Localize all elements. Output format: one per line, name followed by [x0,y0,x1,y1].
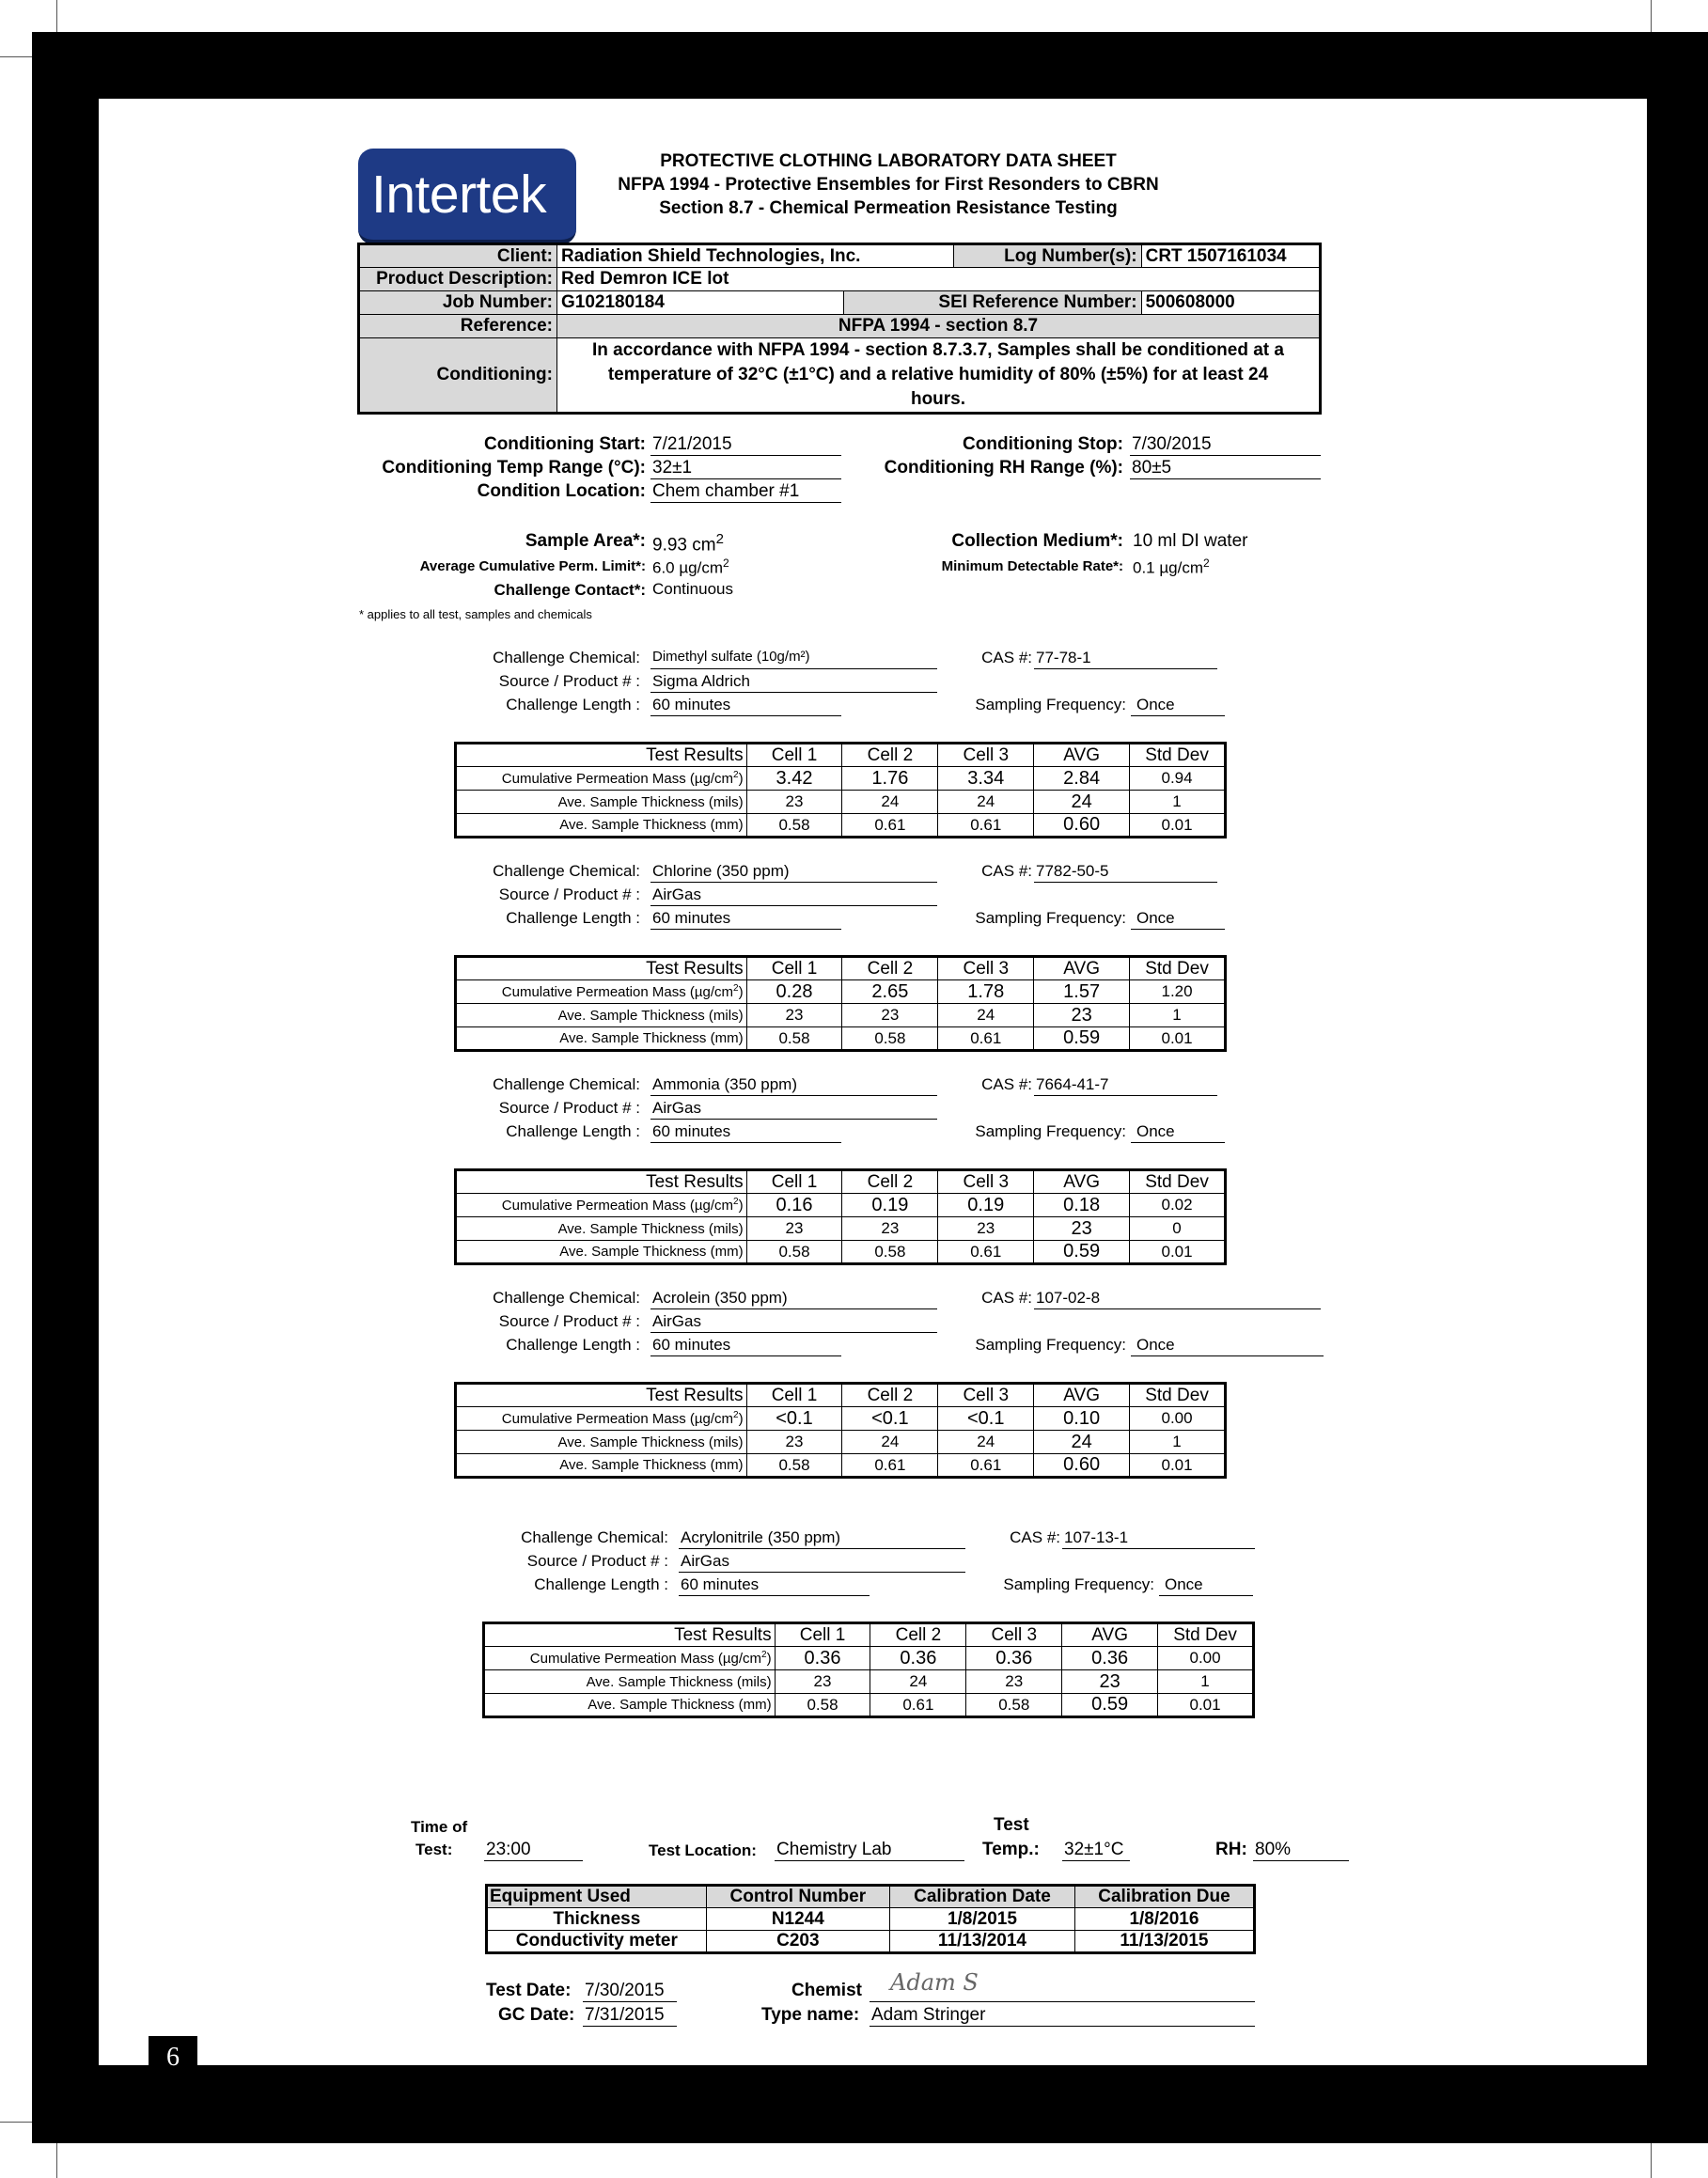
footnote: * applies to all test, samples and chemicals [359,607,592,621]
result-cell: 0.16 [746,1194,842,1217]
sampling-frequency-label: Sampling Frequency: [975,1336,1126,1354]
result-cell: <0.1 [746,1407,842,1431]
result-cell: 0.58 [966,1694,1062,1717]
equipment-header: Control Number [706,1886,889,1908]
table-row [456,1407,1226,1431]
row-label-end: ) [738,984,744,1000]
result-cell: 0.00 [1130,1407,1226,1431]
result-cell: 23 [746,1004,842,1027]
test-results-header: Test Results [456,1384,747,1407]
row-label: Ave. Sample Thickness (mils) [456,1004,747,1027]
result-cell: 23 [1062,1670,1158,1694]
type-name-label: Type name: [761,2005,860,2025]
challenge-chemical-value: Ammonia (350 ppm) [650,1075,937,1096]
conditioning-start-value: 7/21/2015 [650,434,841,456]
challenge-length-label: Challenge Length : [506,909,640,927]
table-row [484,1670,1254,1694]
test-results-table [482,1622,1255,1718]
column-header: Std Dev [1130,957,1226,980]
result-cell: 24 [1034,1431,1130,1454]
sampling-frequency-value: Once [1131,696,1225,716]
column-header: Cell 2 [842,957,938,980]
result-cell: 0.01 [1130,814,1226,838]
equipment-header: Equipment Used [487,1886,707,1908]
cas-label: CAS #: [981,1075,1032,1093]
sei-label: SEI Reference Number: [844,291,1142,315]
test-results-table [454,1382,1227,1479]
result-cell: 1.76 [842,767,938,791]
time-label-line: Time of [411,1818,468,1836]
result-cell: 0.36 [775,1647,870,1670]
cas-value: 107-02-8 [1034,1289,1321,1309]
result-cell: 0.01 [1130,1241,1226,1264]
source-label: Source / Product # : [498,885,640,903]
time-of-test-label-2: Test: [415,1841,453,1858]
row-label: Ave. Sample Thickness (mm) [456,1027,747,1051]
cas-value: 7664-41-7 [1034,1075,1217,1096]
result-cell: 24 [938,1004,1034,1027]
equipment-cell: 11/13/2014 [890,1931,1075,1953]
chemist-label: Chemist [791,1981,862,2000]
table-row [456,1431,1226,1454]
table-row [456,791,1226,814]
test-date-label: Test Date: [486,1981,572,2000]
gc-date-value: 7/31/2015 [583,2005,677,2027]
result-cell: 1 [1158,1670,1254,1694]
column-header: AVG [1034,1170,1130,1194]
result-cell: <0.1 [842,1407,938,1431]
chemist-signature-line [870,1969,1255,2002]
table-row [484,1694,1254,1717]
challenge-length-value: 60 minutes [650,1336,841,1356]
result-cell: 23 [938,1217,1034,1241]
result-cell: 0.58 [746,1454,842,1478]
result-cell: 24 [842,1431,938,1454]
sei-value: 500608000 [1141,291,1320,315]
result-cell: 0.61 [842,1454,938,1478]
challenge-chemical-value: Dimethyl sulfate (10g/m²) [650,649,937,669]
test-temp-value: 32±1°C [1062,1840,1130,1861]
conditioning-start-label: Conditioning Start: [483,434,646,454]
source-label: Source / Product # : [526,1552,668,1570]
perm-limit-text: 6.0 µg/cm [652,558,723,577]
table-row [456,1217,1226,1241]
result-cell: 0.94 [1130,767,1226,791]
conditioning-label: Conditioning: [359,338,557,414]
conditioning-temp-label: Conditioning Temp Range (°C): [382,458,646,478]
row-label-sup: 2 [733,983,739,994]
equipment-cell: Thickness [487,1908,707,1931]
result-cell: 0.01 [1158,1694,1254,1717]
result-cell: 0.58 [775,1694,870,1717]
row-label-sup: 2 [733,1410,739,1420]
test-date-value: 7/30/2015 [583,1981,677,2002]
test-results-table [454,742,1227,838]
column-header: AVG [1034,1384,1130,1407]
test-results-header: Test Results [456,1170,747,1194]
gc-date-label: GC Date: [498,2005,575,2025]
result-cell: 24 [938,791,1034,814]
result-cell: 23 [842,1217,938,1241]
sampling-frequency-label: Sampling Frequency: [975,696,1126,713]
row-label-sup: 2 [733,770,739,780]
column-header: Cell 3 [938,957,1034,980]
result-cell: 0.59 [1034,1241,1130,1264]
result-cell: 0.58 [746,1241,842,1264]
challenge-length-value: 60 minutes [650,909,841,930]
challenge-length-value: 60 minutes [679,1575,870,1596]
column-header: Std Dev [1130,1170,1226,1194]
result-cell: 24 [938,1431,1034,1454]
column-header: Std Dev [1130,1384,1226,1407]
column-header: Cell 1 [746,1384,842,1407]
cas-value: 77-78-1 [1034,649,1217,669]
min-detect-rate-value [1133,556,1210,578]
min-detect-rate-label: Minimum Detectable Rate*: [941,558,1123,574]
result-cell: 23 [775,1670,870,1694]
result-cell: 0.60 [1034,1454,1130,1478]
table-row [456,1004,1226,1027]
equipment-table [485,1884,1256,1954]
result-cell: 0.19 [842,1194,938,1217]
test-location-value: Chemistry Lab [775,1840,964,1861]
row-label-text: Cumulative Permeation Mass (µg/cm [501,984,734,1000]
row-label: Ave. Sample Thickness (mils) [456,1431,747,1454]
cas-label: CAS #: [981,1289,1032,1307]
result-cell: 1 [1130,1431,1226,1454]
conditioning-temp-value: 32±1 [650,458,841,479]
min-detect-rate-text: 0.1 µg/cm [1133,558,1203,577]
conditioning-stop-value: 7/30/2015 [1130,434,1321,456]
test-location-label: Test Location: [649,1841,757,1859]
result-cell: 24 [842,791,938,814]
result-cell: <0.1 [938,1407,1034,1431]
conditioning-line: In accordance with NFPA 1994 - section 8.7.3.7, Samples shall be conditioned at a [592,340,1284,360]
result-cell: 23 [842,1004,938,1027]
column-header: Cell 3 [938,744,1034,767]
result-cell: 0.60 [1034,814,1130,838]
challenge-chemical-label: Challenge Chemical: [493,862,640,880]
cas-label: CAS #: [1010,1528,1060,1546]
challenge-chemical-value: Acrolein (350 ppm) [650,1289,937,1309]
log-value: CRT 1507161034 [1141,244,1320,268]
test-results-header: Test Results [484,1623,776,1647]
row-label-end: ) [738,1411,744,1427]
result-cell: 23 [746,1217,842,1241]
reference-label: Reference: [359,315,557,338]
result-cell: 0.02 [1130,1194,1226,1217]
sheet-standard: NFPA 1994 - Protective Ensembles for First Resonders to CBRN [618,175,1159,195]
result-cell: 23 [746,791,842,814]
table-row [456,1027,1226,1051]
result-cell: 0.61 [938,1454,1034,1478]
job-value: G102180184 [557,291,844,315]
equipment-cell: 1/8/2015 [890,1908,1075,1931]
job-label: Job Number: [359,291,557,315]
column-header: Cell 1 [746,957,842,980]
conditioning-rh-value: 80±5 [1130,458,1321,479]
result-cell: 0.28 [746,980,842,1004]
challenge-length-value: 60 minutes [650,1122,841,1143]
perm-limit-value [652,556,729,578]
row-label [456,1407,747,1431]
equipment-cell: Conductivity meter [487,1931,707,1953]
conditioning-line: hours. [910,389,966,409]
source-value: AirGas [650,885,937,906]
cas-value: 7782-50-5 [1034,862,1217,883]
time-of-test-label [411,1818,467,1837]
sheet-title: PROTECTIVE CLOTHING LABORATORY DATA SHEET [660,151,1117,171]
result-cell: 23 [746,1431,842,1454]
row-label-text: Cumulative Permeation Mass (µg/cm [501,1411,733,1427]
result-cell: 23 [966,1670,1062,1694]
challenge-length-label: Challenge Length : [506,1122,640,1140]
row-label [456,980,747,1004]
table-row [456,767,1226,791]
result-cell: 24 [870,1670,966,1694]
row-label: Ave. Sample Thickness (mils) [456,1217,747,1241]
result-cell: 0.19 [938,1194,1034,1217]
row-label: Ave. Sample Thickness (mm) [456,1241,747,1264]
result-cell: 0.58 [746,1027,842,1051]
cas-label: CAS #: [981,649,1032,666]
column-header: Cell 3 [966,1623,1062,1647]
cas-label: CAS #: [981,862,1032,880]
row-label-text: Cumulative Permeation Mass (µg/cm [529,1651,762,1667]
result-cell: 3.42 [746,767,842,791]
client-value: Radiation Shield Technologies, Inc. [557,244,954,268]
test-temp-label-2: Temp.: [982,1840,1040,1859]
source-label: Source / Product # : [498,672,640,690]
result-cell: 0.18 [1034,1194,1130,1217]
row-label: Ave. Sample Thickness (mils) [456,791,747,814]
sample-area-text: 9.93 cm [652,535,716,556]
result-cell: 2.65 [842,980,938,1004]
intertek-logo: Intertek [358,149,576,244]
column-header: Cell 2 [842,744,938,767]
column-header: Cell 1 [746,1170,842,1194]
result-cell: 0.58 [746,814,842,838]
perm-limit-label: Average Cumulative Perm. Limit*: [419,558,646,574]
column-header: Std Dev [1130,744,1226,767]
equipment-header: Calibration Date [890,1886,1075,1908]
test-rh-value: 80% [1253,1840,1349,1861]
log-label: Log Number(s): [953,244,1141,268]
row-label [456,1194,747,1217]
condition-location-label: Condition Location: [477,481,646,501]
column-header: Cell 2 [842,1384,938,1407]
row-label-end: ) [766,1651,772,1667]
sampling-frequency-value: Once [1159,1575,1253,1596]
column-header: Cell 1 [746,744,842,767]
challenge-contact-value: Continuous [652,580,734,598]
source-value: Sigma Aldrich [650,672,937,693]
result-cell: 0.01 [1130,1027,1226,1051]
table-row [456,1241,1226,1264]
row-label-sup: 2 [733,1197,739,1207]
sampling-frequency-label: Sampling Frequency: [975,909,1126,927]
sampling-frequency-label: Sampling Frequency: [1003,1575,1154,1593]
source-label: Source / Product # : [498,1099,640,1117]
source-value: AirGas [679,1552,965,1573]
column-header: AVG [1034,744,1130,767]
row-label-end: ) [738,1198,744,1214]
conditioning-text [557,338,1321,414]
column-header: Cell 2 [842,1170,938,1194]
row-label-text: Cumulative Permeation Mass (µg/cm [501,1198,734,1214]
table-row [456,980,1226,1004]
product-value: Red Demron ICE lot [557,268,1321,291]
sampling-frequency-value: Once [1131,1122,1225,1143]
column-header: AVG [1062,1623,1158,1647]
result-cell: 0.59 [1034,1027,1130,1051]
result-cell: 0.00 [1158,1647,1254,1670]
row-label: Ave. Sample Thickness (mm) [456,814,747,838]
sample-area-label: Sample Area*: [525,531,646,551]
conditioning-rh-label: Conditioning RH Range (%): [884,458,1123,478]
source-value: AirGas [650,1099,937,1120]
row-label [456,767,747,791]
sampling-frequency-value: Once [1131,909,1225,930]
test-results-table [454,955,1227,1052]
result-cell: 0 [1130,1217,1226,1241]
challenge-length-label: Challenge Length : [534,1575,668,1593]
result-cell: 0.58 [842,1241,938,1264]
table-row [456,814,1226,838]
product-label: Product Description: [359,268,557,291]
equipment-cell: 11/13/2015 [1074,1931,1254,1953]
result-cell: 3.34 [938,767,1034,791]
conditioning-stop-label: Conditioning Stop: [963,434,1123,454]
row-label: Ave. Sample Thickness (mils) [484,1670,776,1694]
column-header: Cell 3 [938,1170,1034,1194]
sampling-frequency-value: Once [1131,1336,1324,1356]
result-cell: 0.61 [842,814,938,838]
result-cell: 0.61 [938,1027,1034,1051]
result-cell: 0.58 [842,1027,938,1051]
result-cell: 1.78 [938,980,1034,1004]
sample-area-sup: 2 [715,531,724,547]
challenge-chemical-label: Challenge Chemical: [493,649,640,666]
sampling-frequency-label: Sampling Frequency: [975,1122,1126,1140]
test-rh-label: RH: [1215,1840,1247,1859]
table-row [456,1454,1226,1478]
result-cell: 0.59 [1062,1694,1158,1717]
challenge-contact-label: Challenge Contact*: [494,581,646,599]
row-label: Ave. Sample Thickness (mm) [456,1454,747,1478]
source-label: Source / Product # : [498,1312,640,1330]
cas-value: 107-13-1 [1062,1528,1255,1549]
column-header: Std Dev [1158,1623,1254,1647]
client-info-table [357,243,1322,415]
challenge-length-label: Challenge Length : [506,1336,640,1354]
test-results-table [454,1168,1227,1265]
result-cell: 23 [1034,1004,1130,1027]
result-cell: 0.61 [870,1694,966,1717]
test-results-header: Test Results [456,744,747,767]
row-label-end: ) [738,771,744,787]
result-cell: 2.84 [1034,767,1130,791]
result-cell: 1 [1130,791,1226,814]
result-cell: 1.20 [1130,980,1226,1004]
sheet-section: Section 8.7 - Chemical Permeation Resistance Testing [659,198,1118,218]
result-cell: 0.01 [1130,1454,1226,1478]
challenge-chemical-value: Acrylonitrile (350 ppm) [679,1528,965,1549]
min-detect-rate-sup: 2 [1203,556,1210,570]
challenge-length-value: 60 minutes [650,696,841,716]
perm-limit-sup: 2 [723,556,729,570]
reference-value: NFPA 1994 - section 8.7 [557,315,1321,338]
equipment-cell: C203 [706,1931,889,1953]
equipment-cell: N1244 [706,1908,889,1931]
result-cell: 1 [1130,1004,1226,1027]
condition-location-value: Chem chamber #1 [650,481,841,503]
test-temp-label: Test [994,1815,1029,1835]
result-cell: 24 [1034,791,1130,814]
client-label: Client: [359,244,557,268]
column-header: Cell 3 [938,1384,1034,1407]
challenge-length-label: Challenge Length : [506,696,640,713]
challenge-chemical-value: Chlorine (350 ppm) [650,862,937,883]
row-label: Ave. Sample Thickness (mm) [484,1694,776,1717]
result-cell: 1.57 [1034,980,1130,1004]
result-cell: 0.61 [938,1241,1034,1264]
sample-area-value [652,531,724,556]
row-label-text: Cumulative Permeation Mass (µg/cm [501,771,734,787]
column-header: Cell 1 [775,1623,870,1647]
column-header: AVG [1034,957,1130,980]
row-label-sup: 2 [761,1650,767,1660]
challenge-chemical-label: Challenge Chemical: [493,1075,640,1093]
result-cell: 23 [1034,1217,1130,1241]
challenge-chemical-label: Challenge Chemical: [493,1289,640,1307]
equipment-header: Calibration Due [1074,1886,1254,1908]
table-row [456,1194,1226,1217]
result-cell: 0.10 [1034,1407,1130,1431]
result-cell: 0.36 [966,1647,1062,1670]
test-results-header: Test Results [456,957,747,980]
conditioning-line: temperature of 32°C (±1°C) and a relative humidity of 80% (±5%) for at least 24 [607,365,1269,384]
result-cell: 0.36 [870,1647,966,1670]
time-of-test-value: 23:00 [484,1840,583,1861]
row-label [484,1647,776,1670]
page-number: 6 [149,2036,197,2077]
type-name-value: Adam Stringer [870,2005,1255,2027]
table-row [484,1647,1254,1670]
collection-medium-value: 10 ml DI water [1133,531,1248,551]
collection-medium-label: Collection Medium*: [951,531,1123,551]
result-cell: 0.61 [938,814,1034,838]
result-cell: 0.36 [1062,1647,1158,1670]
challenge-chemical-label: Challenge Chemical: [521,1528,668,1546]
source-value: AirGas [650,1312,937,1333]
column-header: Cell 2 [870,1623,966,1647]
signature: Adam S [890,1969,979,1996]
equipment-cell: 1/8/2016 [1074,1908,1254,1931]
